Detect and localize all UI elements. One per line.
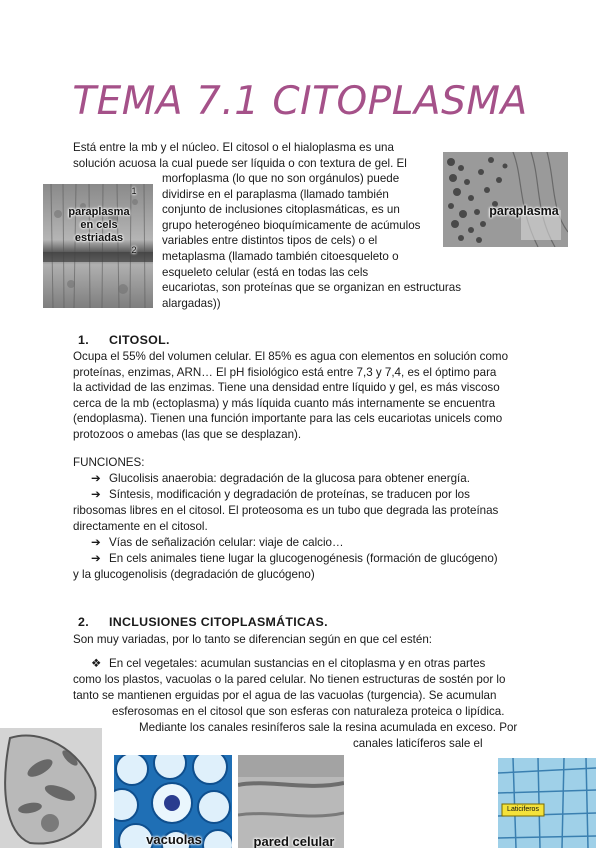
micrograph-paraplasma bbox=[443, 152, 568, 247]
micrograph-vacuoles bbox=[114, 755, 232, 848]
left-caption-line: paraplasma bbox=[68, 206, 130, 218]
micrograph-laticifers bbox=[498, 758, 596, 848]
paragraph-line: Ocupa el 55% del volumen celular. El 85% es agua con elementos en solución como bbox=[73, 350, 509, 363]
intro-indent-line: conjunto de inclusiones citoplasmáticas, es un bbox=[162, 203, 400, 217]
functions-label: FUNCIONES: bbox=[73, 456, 145, 469]
diamond-bullet-icon: ❖ bbox=[91, 657, 102, 670]
page-title: TEMA 7.1 CITOPLASMA bbox=[72, 79, 528, 124]
right-image-caption: paraplasma bbox=[489, 204, 559, 218]
inclusion-indented-line-3: canales laticíferos sale el bbox=[353, 737, 483, 750]
function-item-3 bbox=[91, 535, 344, 551]
inclusiones-intro: Son muy variadas, por lo tanto se diferencian según en que cel estén: bbox=[73, 633, 432, 646]
left-caption-line: en cels bbox=[80, 219, 118, 231]
paragraph-line: proteínas, enzimas, ARN… El pH fisiológico está entre 7,3 y 7,4, es el óptimo para bbox=[73, 365, 497, 379]
intro-indent-line: metaplasma (llamado también citoesqueleto o bbox=[162, 249, 399, 263]
micrograph-plant-cell bbox=[0, 728, 102, 848]
inclusion-indented-line-1: esferosomas en el citosol que son esferas con naturaleza proteica o lipídica. bbox=[112, 705, 505, 718]
inclusion-cont-line: como los plastos, vacuolas o la pared celular. No tienen estructuras de sostén por lo bbox=[73, 673, 506, 686]
section-heading-citosol bbox=[78, 333, 170, 349]
inclusion-indented-line-2: Mediante los canales resiníferos sale la resina acumulada en exceso. Por bbox=[139, 721, 518, 734]
section-number: 2. bbox=[78, 615, 89, 629]
micrograph-plant-cell-svg bbox=[0, 728, 102, 848]
function-item-1 bbox=[91, 471, 470, 487]
intro-indent-line: morfoplasma (lo que no son orgánulos) puede bbox=[162, 172, 400, 185]
left-caption-line: estriadas bbox=[74, 232, 124, 244]
intro-indent-line: variables entre distintos tipos de cels) o el bbox=[162, 234, 378, 248]
micrograph-paraplasma-svg bbox=[443, 152, 568, 247]
intro-line-1: Está entre la mb y el núcleo. El citosol o el hialoplasma es una bbox=[73, 141, 394, 154]
function-cont-line: directamente en el citosol. bbox=[73, 519, 208, 533]
section-title: INCLUSIONES CITOPLASMÁTICAS. bbox=[109, 615, 328, 629]
function-text: En cels animales tiene lugar la glucogenogénesis (formación de glucógeno) bbox=[109, 552, 498, 565]
function-item-4 bbox=[91, 551, 498, 567]
left-marker-1: 1 bbox=[131, 186, 137, 196]
inclusion-text: En cel vegetales: acumulan sustancias en el citoplasma y en otras partes bbox=[109, 657, 486, 670]
laticiferos-label: Laticiferos bbox=[507, 806, 539, 813]
arrow-bullet-icon: ➔ bbox=[91, 472, 101, 485]
paragraph-line: cerca de la mb (ectoplasma) y más líquida cuanto más internamente se encuentra bbox=[73, 396, 496, 410]
pared-celular-caption: pared celular bbox=[253, 834, 335, 848]
paragraph-line: (endoplasma). Tienen una función importante para las cels eucariotas unicels como bbox=[73, 412, 503, 426]
section-number: 1. bbox=[78, 333, 89, 347]
intro-line-2: solución acuosa la cual puede ser líquida o con textura de gel. El bbox=[73, 156, 407, 170]
function-item-4-continuation: y la glucogenolisis (degradación de glucógeno) bbox=[73, 568, 315, 581]
paragraph-line: la actividad de las enzimas. Tiene una densidad entre líquido y gel, es más viscoso bbox=[73, 381, 500, 395]
arrow-bullet-icon: ➔ bbox=[91, 536, 101, 549]
function-text: Glucolisis anaerobia: degradación de la glucosa para obtener energía. bbox=[109, 472, 470, 485]
intro-indent-line: dividirse en el paraplasma (llamado también bbox=[162, 187, 389, 201]
intro-indent-line: alargadas)) bbox=[162, 296, 221, 310]
function-item-2 bbox=[91, 487, 470, 503]
micrograph-striated-cells bbox=[43, 184, 153, 308]
inclusion-cont-line: tanto se mantienen erguidas por el agua de las vacuolas (turgencia). Se acumulan bbox=[73, 688, 497, 702]
intro-indent-line: eucariotas, son proteínas que se organizan en estructuras bbox=[162, 281, 462, 295]
function-text: Vías de señalización celular: viaje de calcio… bbox=[109, 536, 344, 549]
micrograph-cell-wall bbox=[238, 755, 344, 848]
left-image-caption bbox=[51, 206, 147, 245]
function-cont-line: ribosomas libres en el citosol. El proteosoma es un tubo que degrada las proteínas bbox=[73, 504, 499, 517]
arrow-bullet-icon: ➔ bbox=[91, 488, 101, 501]
intro-paragraph-top bbox=[73, 140, 437, 171]
section-heading-inclusiones bbox=[78, 615, 328, 631]
function-text: Síntesis, modificación y degradación de proteínas, se traducen por los bbox=[109, 488, 470, 501]
left-marker-2: 2 bbox=[131, 245, 137, 255]
vacuolas-caption: vacuolas bbox=[146, 832, 202, 847]
paragraph-line: protozoos o amebas (las que se desplazan). bbox=[73, 427, 302, 441]
inclusion-vegetales-continuation bbox=[73, 672, 527, 703]
function-item-2-continuation bbox=[73, 503, 527, 534]
citosol-paragraph bbox=[73, 349, 527, 443]
micrograph-laticifers-svg bbox=[498, 758, 596, 848]
inclusion-item-vegetales bbox=[91, 656, 485, 672]
intro-indent-line: esqueleto celular (está en todas las cels bbox=[162, 265, 369, 279]
intro-indent-line: grupo heterogéneo bioquímicamente de acúmulos bbox=[162, 218, 421, 232]
section-title: CITOSOL. bbox=[109, 333, 170, 347]
arrow-bullet-icon: ➔ bbox=[91, 552, 101, 565]
